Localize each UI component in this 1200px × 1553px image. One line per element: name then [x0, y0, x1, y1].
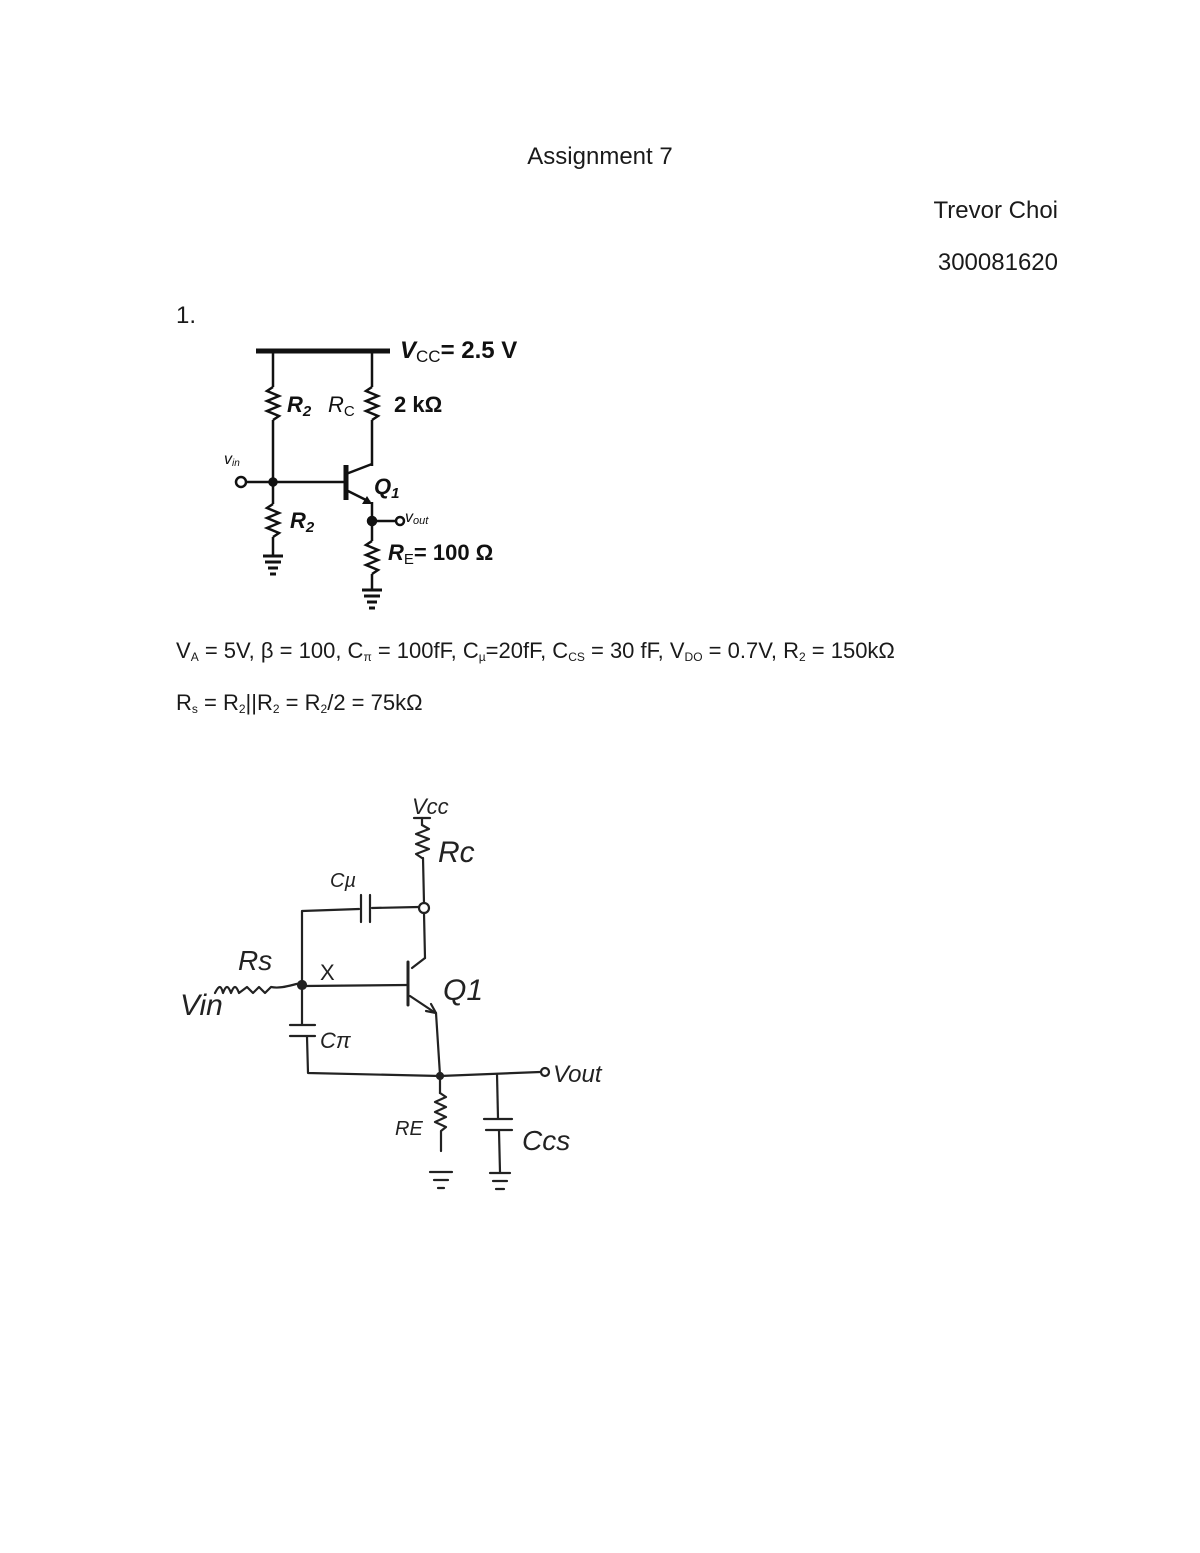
- svg-text:Q1: Q1: [374, 474, 400, 502]
- rs-resistor-hand: [215, 983, 301, 993]
- author-name: Trevor Choi: [933, 197, 1058, 224]
- vcc-label-hand: Vcc: [412, 794, 449, 819]
- svg-text:vin: vin: [224, 451, 240, 469]
- r2-bottom-label: R: [290, 508, 306, 533]
- rc-label-hand: Rc: [438, 836, 475, 869]
- vout-label-hand: Vout: [553, 1061, 602, 1088]
- svg-text:RC: RC: [328, 392, 355, 420]
- svg-text:VCC= 2.5 V: VCC= 2.5 V: [400, 337, 518, 366]
- svg-text:R2: R2: [290, 508, 315, 536]
- student-id: 300081620: [937, 249, 1058, 276]
- vcc-label: V: [400, 337, 417, 364]
- vin-label: v: [224, 451, 232, 468]
- q1-label-hand: Q1: [443, 974, 484, 1007]
- q1-label: Q: [374, 474, 392, 499]
- question-number: 1.: [176, 302, 197, 329]
- svg-text:vout: vout: [405, 509, 429, 527]
- svg-text:R2: R2: [287, 392, 312, 420]
- rs-equation: $R_s = R_2||R_2 = R_2/2 = 75k\Omega$: [176, 690, 423, 716]
- re-label: R: [388, 540, 404, 565]
- x-node-label: X: [320, 960, 335, 985]
- svg-text:RE= 100 Ω: RE= 100 Ω: [388, 540, 494, 568]
- re-label-hand: RE: [395, 1118, 423, 1140]
- cmu-label-hand: Cµ: [330, 870, 356, 892]
- rc-label: R: [328, 392, 344, 417]
- page-title: Assignment 7: [527, 143, 673, 170]
- cpi-label-hand: Cπ: [320, 1028, 351, 1053]
- r2-top-label: R: [287, 392, 303, 417]
- rc-resistor-hand: [416, 825, 429, 858]
- rc-value: 2 kΩ: [394, 392, 443, 417]
- re-resistor-hand: [435, 1093, 446, 1151]
- ccs-label-hand: Ccs: [522, 1125, 571, 1156]
- rs-label-hand: Rs: [238, 945, 273, 976]
- parameters-line: $V_A = 5V$, β = 100, $C_\pi = 100fF$, $C_\mu=20fF$, $C_{CS} = 30$ fF, $V_{DO} = 0.7V$, $R_2 = 150k\Omega$: [176, 638, 895, 664]
- vout-label: v: [405, 509, 413, 526]
- vin-label-hand: Vin: [180, 989, 223, 1022]
